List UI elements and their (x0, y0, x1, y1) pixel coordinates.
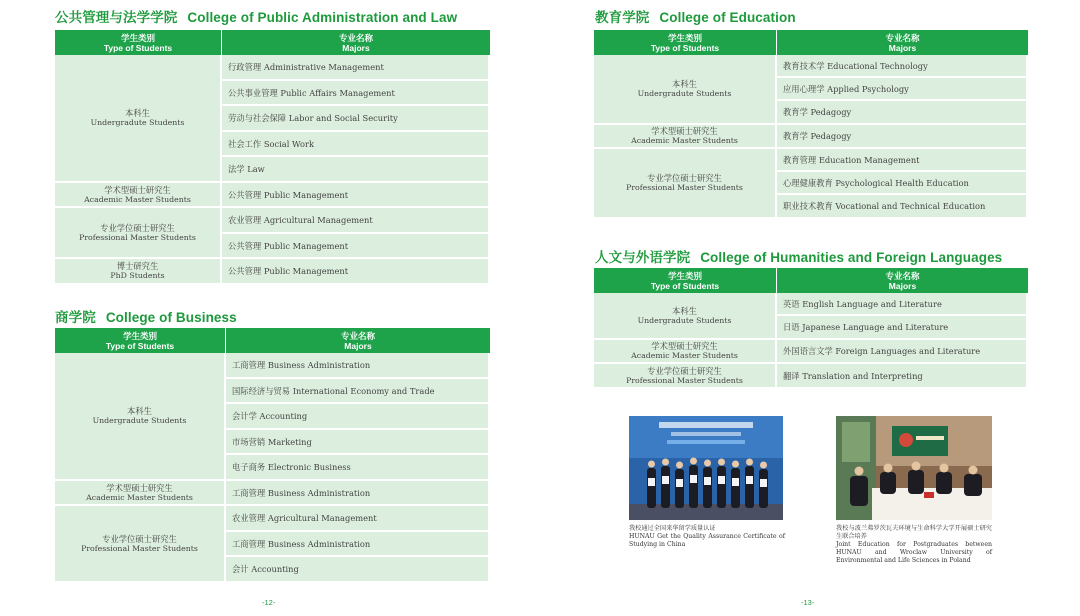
student-type-cell: 专业学位硕士研究生 Professional Master Students (55, 208, 222, 259)
major-cell: 日语 Japanese Language and Literature (777, 316, 1028, 340)
college-title: 商学院 College of Business (55, 310, 237, 325)
page-number: -13- (801, 598, 815, 607)
college-title: 人文与外语学院 College of Humanities and Foreign Languages (595, 250, 1003, 265)
major-cell: 心理健康教育 Psychological Health Education (777, 172, 1028, 195)
major-cell: 公共管理 Public Management (222, 234, 490, 259)
header-type: 学生类别 Type of Students (55, 30, 222, 55)
major-cell: 农业管理 Agricultural Management (226, 506, 490, 532)
major-cell: 行政管理 Administrative Management (222, 55, 490, 81)
student-type-cell: 专业学位硕士研究生 Professional Master Students (594, 364, 777, 389)
major-cell: 会计学 Accounting (226, 404, 490, 430)
major-cell: 法学 Law (222, 157, 490, 183)
major-cell: 外国语言文学 Foreign Languages and Literature (777, 340, 1028, 364)
major-cell: 职业技术教育 Vocational and Technical Education (777, 195, 1028, 219)
major-cell: 工商管理 Business Administration (226, 353, 490, 379)
major-cell: 工商管理 Business Administration (226, 532, 490, 557)
student-type-cell: 本科生 Undergradute Students (594, 55, 777, 125)
major-cell: 教育管理 Education Management (777, 149, 1028, 172)
major-cell: 公共管理 Public Management (222, 183, 490, 208)
major-cell: 英语 English Language and Literature (777, 293, 1028, 316)
student-type-cell: 专业学位硕士研究生 Professional Master Students (55, 506, 226, 583)
student-type-cell: 本科生 Undergradute Students (594, 293, 777, 340)
header-majors: 专业名称 Majors (777, 268, 1028, 293)
page-number: -12- (262, 598, 276, 607)
major-cell: 国际经济与贸易 International Economy and Trade (226, 379, 490, 404)
majors-table-business (55, 328, 490, 583)
header-type: 学生类别 Type of Students (594, 268, 777, 293)
header-majors: 专业名称 Majors (222, 30, 490, 55)
student-type-cell: 学术型硕士研究生 Academic Master Students (594, 125, 777, 149)
header-majors: 专业名称 Majors (777, 30, 1028, 55)
major-cell: 教育学 Pedagogy (777, 125, 1028, 149)
student-type-cell: 学术型硕士研究生 Academic Master Students (594, 340, 777, 364)
major-cell: 市场营销 Marketing (226, 430, 490, 455)
majors-table-education (594, 30, 1028, 219)
meeting-photo-illustration (836, 416, 992, 520)
major-cell: 翻译 Translation and Interpreting (777, 364, 1028, 389)
student-type-cell: 学术型硕士研究生 Academic Master Students (55, 183, 222, 208)
college-title: 公共管理与法学学院 College of Public Administration and Law (55, 10, 458, 25)
student-type-cell: 本科生 Undergradute Students (55, 353, 226, 481)
photo-caption: 我校通过全国来华留学质量认证 HUNAU Get the Quality Assurance Certificate of Studying in China (629, 525, 785, 548)
right-page (540, 0, 1080, 616)
major-cell: 教育技术学 Educational Technology (777, 55, 1028, 78)
major-cell: 社会工作 Social Work (222, 132, 490, 157)
student-type-cell: 博士研究生 PhD Students (55, 259, 222, 285)
photo-caption: 我校与波兰弗罗茨瓦夫环境与生命科学大学开展硕士研究生联合培养 Joint Education for Postgraduates between HUNAU and Wroclaw University of Environmental and Life Sciences in Poland (836, 525, 992, 564)
major-cell: 教育学 Pedagogy (777, 101, 1028, 125)
ceremony-photo-illustration (629, 416, 783, 520)
major-cell: 公共事业管理 Public Affairs Management (222, 81, 490, 106)
student-type-cell: 本科生 Undergradute Students (55, 55, 222, 183)
header-type: 学生类别 Type of Students (594, 30, 777, 55)
major-cell: 劳动与社会保障 Labor and Social Security (222, 106, 490, 132)
major-cell: 公共管理 Public Management (222, 259, 490, 285)
student-type-cell: 学术型硕士研究生 Academic Master Students (55, 481, 226, 506)
major-cell: 电子商务 Electronic Business (226, 455, 490, 481)
majors-table-public-admin (55, 30, 490, 285)
major-cell: 农业管理 Agricultural Management (222, 208, 490, 234)
college-title: 教育学院 College of Education (595, 10, 796, 25)
photo-certification-ceremony (629, 416, 783, 520)
header-majors: 专业名称 Majors (226, 328, 490, 353)
photo-joint-education-meeting (836, 416, 992, 520)
majors-table-humanities (594, 268, 1028, 389)
major-cell: 工商管理 Business Administration (226, 481, 490, 506)
header-type: 学生类别 Type of Students (55, 328, 226, 353)
major-cell: 应用心理学 Applied Psychology (777, 78, 1028, 101)
major-cell: 会计 Accounting (226, 557, 490, 583)
student-type-cell: 专业学位硕士研究生 Professional Master Students (594, 149, 777, 219)
